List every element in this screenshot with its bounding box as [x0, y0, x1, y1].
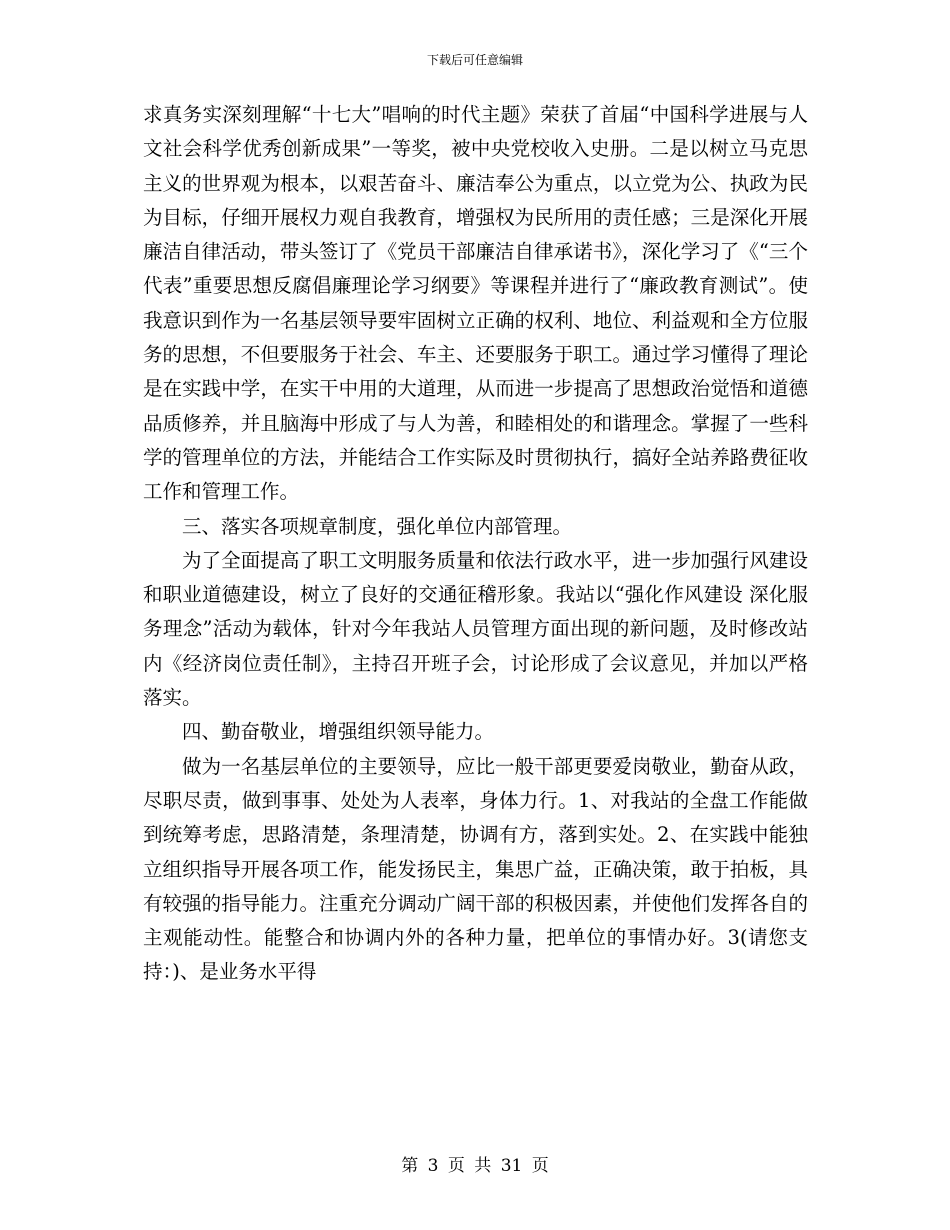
page-number-footer: 第 3 页 共 31 页 [401, 1156, 549, 1176]
paragraph-2: 为了全面提高了职工文明服务质量和依法行政水平，进一步加强行风建设和职业道德建设，树立了良好的交通征稽形象。我站以“强化作风建设 深化服务理念”活动为载体，针对今年我站人员管理方面出现的新问题，及时修改站内《经济岗位责任制》，主持召开班子会，讨论形成了会议意见，并加以严格落实。 [143, 548, 808, 710]
paragraph-3: 做为一名基层单位的主要领导，应比一般干部更要爱岗敬业，勤奋从政，尽职尽责，做到事事、处处为人表率，身体力行。1、对我站的全盘工作能做到统筹考虑，思路清楚，条理清楚，协调有方，落到实处。2、在实践中能独立组织指导开展各项工作，能发扬民主，集思广益，正确决策，敢于拍板，具有较强的指导能力。注重充分调动广阔干部的积极因素，并使他们发挥各自的主观能动性。能整合和协调内外的各种力量，把单位的事情办好。3(请您支持：)、是业务水平得 [143, 754, 808, 984]
section-heading-4: 四、勤奋敬业，增强组织领导能力。 [182, 720, 495, 744]
paragraph-1: 求真务实深刻理解“十七大”唱响的时代主题》荣获了首届“中国科学进展与人文社会科学优秀创新成果”一等奖，被中央党校收入史册。二是以树立马克思主义的世界观为根本，以艰苦奋斗、廉洁奉公为重点，以立党为公、执政为民为目标，仔细开展权力观自我教育，增强权为民所用的责任感；三是深化开展廉洁自律活动，带头签订了《党员干部廉洁自律承诺书》，深化学习了《“三个代表”重要思想反腐倡廉理论学习纲要》等课程并进行了“廉政教育测试”。使我意识到作为一名基层领导要牢固树立正确的权利、地位、利益观和全方位服务的思想，不但要服务于社会、车主、还要服务于职工。通过学习懂得了理论是在实践中学，在实干中用的大道理，从而进一步提高了思想政治觉悟和道德品质修养，并且脑海中形成了与人为善，和睦相处的和谐理念。掌握了一些科学的管理单位的方法，并能结合工作实际及时贯彻执行，搞好全站养路费征收工作和管理工作。 [143, 103, 808, 504]
page-header: 下载后可任意编辑 [426, 53, 523, 67]
document-body [143, 98, 808, 990]
section-heading-3: 三、落实各项规章制度，强化单位内部管理。 [182, 514, 573, 538]
